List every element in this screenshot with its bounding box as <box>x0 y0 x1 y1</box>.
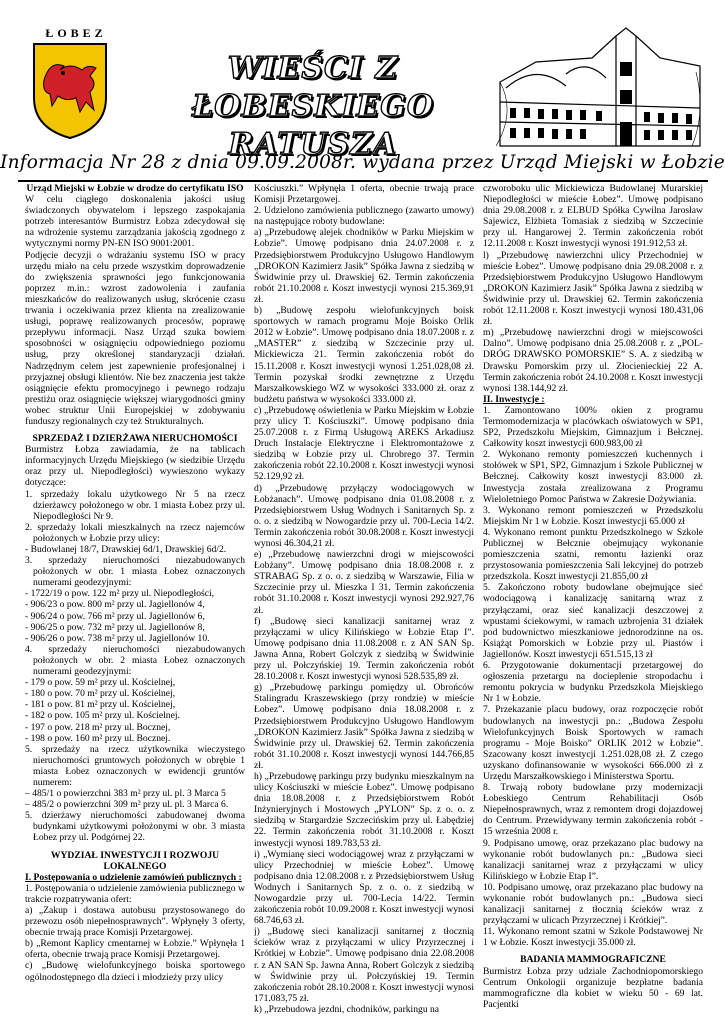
town-hall-drawing-icon <box>496 22 704 150</box>
list-item: 2. Wykonano remonty pomieszczeń kuchennych i stołówek w SP1, SP2, Gimnazjum i Szkole Publicznej w Bełcznej. Całkowity koszt inwestycji 83.000 zł. Inwestycja została zrealizowana z Programu Wieloletniego Pomoc Państwa w Zakresie Dożywiania. <box>483 449 703 505</box>
mammography-heading: BADANIA MAMMOGRAFICZNE <box>520 954 666 966</box>
investment-heading: LOKALNEGO <box>103 860 167 872</box>
column-1 <box>25 183 245 1021</box>
list-item: - 179 o pow. 59 m² przy ul. Kościelnej, <box>25 677 176 689</box>
list-item: 6. Przygotowanie dokumentacji przetargowej do ogłoszenia przetargu na dociepleniе stropodachu i remontu pokrycia w budynku Przedszkola Miejskiego Nr 1 w Łobzie. <box>483 660 703 705</box>
newsletter-title <box>128 50 498 164</box>
list-item: 1. Zamontowano 100% okien z programu Termomodernizacja w placówkach oświatowych w SP1, SP2, Przedszkolu Miejskim, Gimnazjum i Bełcznej. Całkowity koszt inwestycji 600.983,00 zł <box>483 404 703 450</box>
list-item: g) „Przebudowę parkingu pomiędzy ul. Obrońców Stalingradu Kraszewskiego (przy rondzie) w mieście Łobez”. Umowę podpisano dnia 18.08.2008 r. z Przedsiębiorstwem Produkcyjno Usługowo Handlowym „DROKON Kazimierz Jasik” Spółka Jawna z siedzibą w Świdwinie przy ul. Drawskiej 62. Termin zakończenia robót 31.10.2008 r. Koszt inwestycji wynosi 144.766,85 zł. <box>254 682 474 771</box>
investment-heading: WYDZIAŁ INWESTYCJI I ROZWOJU <box>50 849 220 861</box>
list-item: h) „Przebudowę parkingu przy budynku mieszkalnym na ulicy Kościuszki w mieście Łobez”. Umowę podpisano dnia 18.08.2008 r. z Przedsiębiorstwem Robót Inżynieryjnych i Mostowych „PYLON” Sp. z o. o. z siedzibą w Stargardzie Szczecińskim przy ul. Łabędziej 22. Termin zakończenia robót 31.10.2008 r. Koszt inwestycji wynosi 189.783,53 zł. <box>254 770 474 849</box>
list-item: 1. sprzedaży lokalu użytkowego Nr 5 na rzecz dzierżawcy położonego w obr. 1 miasta Łobez przy ul. Niepodległości Nr 9. <box>25 488 245 522</box>
list-item: e) „Przebudowę nawierzchni drogi w miejscowości Łobżany”. Umowę podpisano dnia 18.08.2008 r. z STRABAG Sp. z o. o. z siedzibą w Warszawie, Filia w Szczecinie przy ul. Mieszka I 31. Termin zakończenia robót 31.10.2008 r. Koszt inwestycji wynosi 292.927,76 zł. <box>254 549 474 616</box>
list-item: a) „Przebudowę alejek chodników w Parku Miejskim w Łobzie”. Umowę podpisano dnia 24.07.2008 r. z Przedsiębiorstwem Produkcyjno Usługowo Handlowym „DROKON Kazimierz Jasik” Spółka Jawna z siedzibą w Świdwinie przy ul. Drawskiej 62. Termin zakończenia robót 21.10.2008 r. Koszt inwestycji wynosi 215.369,91 zł. <box>254 227 474 305</box>
list-item: czworoboku ulic Mickiewicza Budowlanej Murarskiej Niepodległości w mieście Łobez”. Umowę podpisano dnia 29.08.2008 r. z ELBUD Spółka Cywilna Jarosław Sajewicz, Elżbieta Tomasiak z siedzibą w Szczecinie przy ul. Hangarowej 2. Termin zakończenia robót 12.11.2008 r. Koszt inwestycji wynosi 191.912,53 zł. <box>483 183 703 250</box>
list-item: - 906/26 o pow. 738 m² przy ul. Jagiellonów 10. <box>25 632 210 644</box>
investments-section-heading: II. Inwestycje : <box>483 393 545 405</box>
list-item: 5. sprzedaży na rzecz użytkownika wieczystego nieruchomości gruntowych położonych w obrębie 1 miasta Łobez oznaczonych w ewidencji gruntów numerem: <box>25 743 245 788</box>
sale-heading: SPRZEDAŻ I DZIERŻAWA NIERUCHOMOŚCI <box>32 433 238 445</box>
sale-paragraph: Burmistrz Łobza zawiadamia, że na tablicach informacyjnych Urzędu Miejskiego (w siedzibie Urzędu oraz przy ul. Niepodległości) wywieszono wykazy dotyczące: <box>25 444 245 489</box>
list-item: 1. Postępowania o udzielenie zamówienia publicznego w trakcie rozpatrywania ofert: <box>25 882 245 905</box>
list-item: j) „Budowę sieci kanalizacji sanitarnej z tłocznią ścieków wraz z przyłączami w ulicy Przyrzecznej i Krótkiej w Łobzie”. Umowę podpisano dnia 22.08.2008 r. z AN SAN Sp. Jawna Anna, Robert Golczyk z siedzibą w Świdwinie przy ul. Połczyńskiej 19. Termin zakończenia robót 28.10.2008 r. Koszt inwestycji wynosi 171.083,75 zł. <box>254 926 474 1004</box>
list-item: k) „Przebudowa jezdni, chodników, parkingu na <box>254 1003 440 1015</box>
masthead <box>0 0 725 162</box>
list-item: 3. Wykonano remont pomieszczeń w Przedszkolu Miejskim Nr 1 w Łobzie. Koszt inwestycji 65.000 zł <box>483 504 703 527</box>
list-item: 5. Zakończono roboty budowlane obejmujące sieć wodociągową i kanalizację sanitarną wraz z przyłączami, oraz sieć kanalizacji deszczowej z wpustami ściekowymi, w ramach uzbrojenia 31 działek pod budownictwo mieszkaniowe jednorodzinne na os. Książąt Pomorskich w Łobzie przy ul. Piastów i Jagiellonów. Koszt inwestycji 651.515,13 zł <box>483 582 703 660</box>
list-item: - 906/24 o pow. 766 m² przy ul. Jagiellonów 6, <box>25 610 205 622</box>
title-line-1: WIEŚCI Z ŁOBESKIEGO <box>191 51 435 124</box>
list-item: Kościuszki.” Wpłynęła 1 oferta, obecnie trwają prace Komisji Przetargowej. <box>254 183 474 206</box>
list-item: 2. sprzedaży lokali mieszkalnych na rzecz najemców położonych w Łobzie przy ulicy: <box>25 521 245 544</box>
griffin-crest-icon <box>30 40 110 140</box>
list-item: 4. sprzedaży nieruchomości niezabudowanych położonych w obr. 2 miasta Łobez oznaczonych numerami geodezyjnymi: <box>25 643 245 678</box>
list-item: - 182 o pow. 105 m² przy ul. Kościelnej. <box>25 710 180 722</box>
list-item: c) „Budowę wielofunkcyjnego boiska sportowego ogólnodostępnego dla dzieci i młodzieży przy ulicy <box>25 960 245 983</box>
mammography-paragraph: Burmistrz Łobza przy udziale Zachodniopomorskiego Centrum Onkologii organizuje bezpłatne badania mammograficzne dla kobiet w wieku 50 - 69 lat. Pacjentki <box>483 965 703 1010</box>
list-item: m) „Przebudowę nawierzchni drogi w miejscowości Dalno”. Umowę podpisano dnia 25.08.2008 r. z „POL-DRÓG DRAWSKO POMORSKIE” S. A. z siedzibą w Drawsku Pomorskim przy ul. Złocienieckiej 22 A. Termin zakończenia robót 24.10.2008 r. Koszt inwestycji wynosi 138.144,92 zł. <box>483 327 703 394</box>
iso-paragraph: Podjęcie decyzji o wdrażaniu systemu ISO w pracy urzędu miało na celu przede wszystkim doprowadzenie do zwiększenia sprawności jego funkcjonowania poprzez m.in.: wzrost zadowolenia i zaufania mieszkańców do realizowanych usług, skrócenie czasu trwania i oczekiwania przez klienta na zrealizowanie usługi, poprawę realizowanych procesów, poprawę przepływu informacji. Nasz Urząd szuka bowiem sposobności w osiągnięciu odpowiedniego poziomu usług, przy określonej standaryzacji działań. Nadrzędnym celem jest zapewnienie profesjonalnej i przyjaznej obsługi klientów. Nie bez znaczenia jest także osiągnięcie efektu promocyjnego i pewnego rodzaju prestiżu oraz osiągnięcie większej wiarygodności gminy wobec struktur Unii Europejskiej w zdobywaniu funduszy regionalnych czy też Strukturalnych. <box>25 249 245 427</box>
list-item: 3. sprzedaży nieruchomości niezabudowanych położonych w obr. 1 miasta Łobez oznaczonych numerami geodezyjnymi: <box>25 555 245 589</box>
title-line-2: RATUSZA <box>228 127 398 162</box>
list-item: 9. Podpisano umowę, oraz przekazano plac budowy na wykonanie robót budowlanych pn.: „Budowa sieci kanalizacji sanitarnej wraz z przyłączami w ulicy Kilińskiego w Łobzie Etap I”. <box>483 837 703 882</box>
list-item: - 1722/19 o pow. 122 m² przy ul. Niepodległości, <box>25 588 215 600</box>
list-item: 4. Wykonano remont punktu Przedszkolnego w Szkole Publicznej w Bełcznie obejmujący wykonanie pomieszczenia szatni, remontu łazienki oraz przystosowania pomieszczenia Sali lekcyjnej do potrzeb przedszkola. Koszt inwestycji 21.855,00 zł <box>483 526 703 583</box>
list-item: l) „Przebudowę nawierzchni ulicy Przechodniej w mieście Łobez”. Umowę podpisano dnia 29.08.2008 r. z Przedsiębiorstwem Produkcyjno Usługowo Handlowym „DROKON Kazimierz Jasik” Spółka Jawna z siedzibą w Świdwinie przy ul. Drawskiej 62. Termin zakończenia robót 12.11.2008 r. Koszt inwestycji wynosi 180.431,06 zł. <box>483 249 703 328</box>
list-item: – 485/2 o powierzchni 309 m² przy ul. pl. 3 Marca 6. <box>25 799 229 811</box>
column-2 <box>254 183 474 1021</box>
iso-heading: Urząd Miejski w Łobzie w drodze do certyfikatu ISO <box>26 183 244 194</box>
list-item: - 197 o pow. 218 m² przy ul. Bocznej, <box>25 721 171 733</box>
column-3 <box>483 183 703 1021</box>
list-item: 5. dzierżawy nieruchomości zabudowanej dwoma budynkami użytkowymi położonymi w obr. 3 miasta Łobez przy ul. Podgórnej 22. <box>25 810 245 844</box>
list-item: i) „Wymianę sieci wodociągowej wraz z przyłączami w ulicy Przechodniej w mieście Łobez”. Umowę podpisano dnia 12.08.2008 r. z Przedsiębiorstwem Usług Wodnych i Sanitarnych Sp. z o. o. z siedzibą w Nowogardzie przy ul. 700-Lecia 14/22. Termin zakończenia robót 10.09.2008 r. Koszt inwestycji wynosi 68.746,63 zł. <box>254 848 474 927</box>
list-item: d) „Przebudowę przyłączy wodociągowych w Łobżanach”. Umowę podpisano dnia 01.08.2008 r. z Przedsiębiorstwem Usług Wodnych i Sanitarnych Sp. z o. o. z siedzibą w Nowogardzie przy ul. 700-Lecia 14/2. Termin zakończenia robót 30.08.2008 r. Koszt inwestycji wynosi 46.304,21 zł. <box>254 482 474 549</box>
list-item: c) „Przebudowę oświetlenia w Parku Miejskim w Łobzie przy ulicy T. Kościuszki”. Umowę podpisano dnia 25.07.2008 r. z Firmą Usługową AREKS Arkadiusz Druch Instalacje Elektryczne i Elektromontażowe z siedzibą w Łobzie przy ul. Chrobrego 37. Termin zakończenia robót 22.10.2008 r. Koszt inwestycji wynosi 52.129,92 zł. <box>254 404 474 483</box>
list-item: - Budowlanej 18/7, Drawskiej 6d/1, Drawskiej 6d/2. <box>25 544 227 555</box>
list-item: - 180 o pow. 70 m² przy ul. Kościelnej, <box>25 688 176 700</box>
list-item: - 181 o pow. 81 m² przy ul. Kościelnej, <box>25 699 176 711</box>
list-item: b) „Budowę zespołu wielofunkcyjnych boisk sportowych w ramach programu Moje Boisko Orlik 2012 w Łobzie”. Umowę podpisano dnia 18.07.2008 r. z „MASTER” z siedzibą w Szczecinie przy ul. Mickiewicza 21. Termin zakończenia robót do 15.11.2008 r. Koszt inwestycji wynosi 1.251.028,08 zł. Termin pozyskał środki zewnętrzne z Urzędu Marszałkowskiego WZ w wysokości 333.000 zł. oraz z budżetu państwa w wysokości 333.000 zł. <box>254 305 474 405</box>
list-item: b) „Remont Kaplicy cmentarnej w Łobzie.” Wpłynęła 1 oferta, obecnie trwają prace Komisji Przetargowej. <box>25 938 245 961</box>
crest-label: ŁOBEZ <box>45 26 107 40</box>
list-item: 11. Wykonano remont szatni w Szkole Podstawowej Nr 1 w Łobzie. Koszt inwestycji 35.000 zł. <box>483 926 703 949</box>
iso-paragraph: W celu ciągłego doskonalenia jakości usług świadczonych obywatelom i lepszego zaspokajania potrzeb interesantów Burmistrz Łobza zdecydował się na wdrożenie systemu zarządzania jakością zgodnego z wytycznymi normy PN-EN ISO 9001:2001. <box>25 194 245 250</box>
list-item: 8. Trwają roboty budowlane przy modernizacji Łobeskiego Centrum Rehabilitacji Osób Niepełnosprawnych, wraz z remontem drogi dojazdowej do Centrum. Przewidywany termin zakończenia robót - 15 września 2008 r. <box>483 782 703 838</box>
issue-subtitle: Informacja Nr 28 z dnia 09.09.2008r. wydana przez Urząd Miejski w Łobzie <box>0 152 725 173</box>
list-item: a) „Zakup i dostawa autobusu przystosowanego do przewozu osób niepełnosprawnych”. Wpłynęły 3 oferty, obecnie trwają prace Komisji Przetargowej. <box>25 905 245 939</box>
list-item: 2. Udzielono zamówienia publicznego (zawarto umowy) na następujące roboty budowlane: <box>254 205 474 228</box>
header-rule <box>18 180 708 182</box>
list-item: – 485/1 o powierzchni 383 m² przy ul. pl. 3 Marca 5 <box>25 788 226 800</box>
list-item: f) „Budowę sieci kanalizacji sanitarnej wraz z przyłączami w ulicy Kilińskiego w Łobzie Etap I”. Umowę podpisano dnia 11.08.2008 r. z AN SAN Sp. Jawna Anna, Robert Golczyk z siedzibą w Świdwinie przy ul. Połczyńskiej 19. Termin zakończenia robót 28.10.2008 r. Koszt inwestycji wynosi 528.535,89 zł. <box>254 615 474 683</box>
list-item: 10. Podpisano umowę, oraz przekazano plac budowy na wykonanie robót budowlanych pn.: „Budowa sieci kanalizacji sanitarnej z tłocznią ścieków wraz z przyłączami w ulicach Przyrzecznej i Krótkiej”. <box>483 881 703 927</box>
list-item: 7. Przekazanie placu budowy, oraz rozpoczęcie robót budowlanych na inwestycji pn.: „Budowa Zespołu Wielofunkcyjnych Boisk Sportowych w ramach programu - Moje Boisko” ORLIK 2012 w Łobzie”. Szacowany koszt inwestycji 1.251.028,08 zł. Z czego uzyskano dofinansowanie w wysokości 666.000 zł z Urzędu Marszałkowskiego i Ministerstwa Sportu. <box>483 704 703 782</box>
list-item: - 198 o pow. 160 m² przy ul. Bocznej. <box>25 732 171 744</box>
list-item: - 906/23 o pow. 800 m² przy ul. Jagiellonów 4, <box>25 599 205 611</box>
list-item: - 906/25 o pow. 732 m² przy ul. Jagiellonów 8, <box>25 621 205 633</box>
investment-subheading: I. Postępowania o udzielenie zamówień publicznych : <box>25 871 242 883</box>
